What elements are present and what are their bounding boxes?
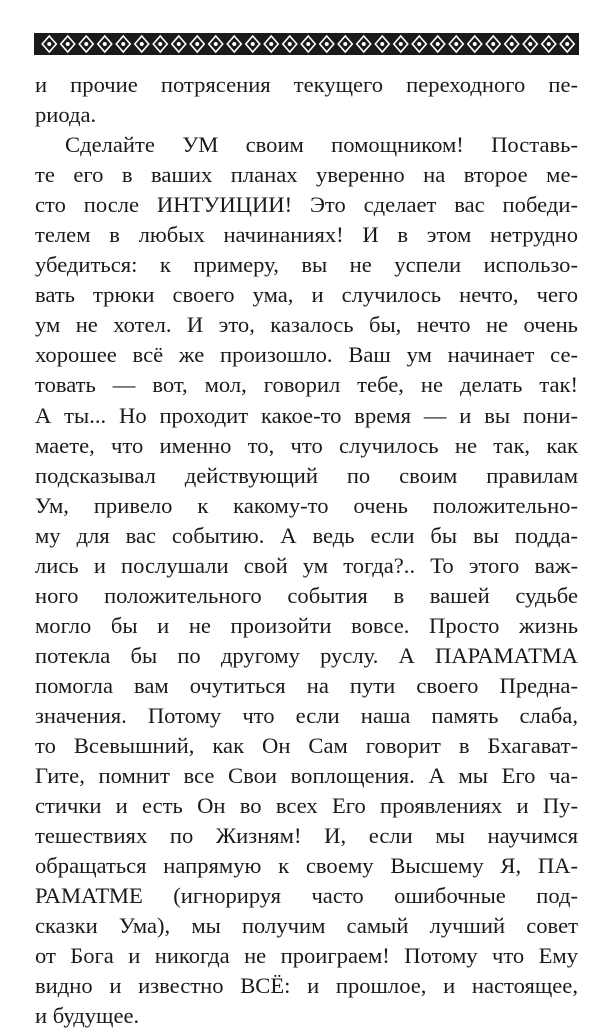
text-line: хорошее всё же произошло. Ваш ум начинает се-	[35, 342, 578, 368]
ornament-dot	[140, 42, 144, 46]
text-line: риода.	[35, 102, 97, 128]
text-line: РАМАТМЕ (игнорируя часто ошибочные под-	[35, 883, 578, 909]
text-line: подсказывал действующий по своим правилам	[35, 462, 578, 488]
ornament-dot	[528, 42, 532, 46]
ornament-dot	[380, 42, 384, 46]
text-line: от Бога и никогда не проиграем! Потому что Ему	[35, 943, 578, 969]
text-line: и прочие потрясения текущего переходного пе-	[35, 72, 578, 97]
text-line: могло бы и не произойти вовсе. Просто жизнь	[35, 612, 578, 638]
ornament-dot	[232, 42, 236, 46]
document-body	[35, 70, 578, 1032]
text-line: обращаться напрямую к своему Высшему Я, ПА-	[35, 853, 578, 879]
ornament-dot	[288, 42, 292, 46]
text-line: лись и послушали свой ум тогда?.. То этого важ-	[35, 552, 578, 578]
ornament-dot	[195, 42, 199, 46]
ornament-dot	[399, 42, 403, 46]
text-line: Ум, привело к какому-то очень положительно-	[35, 492, 578, 518]
text-line: товать — вот, мол, говорил тебе, не делать так!	[35, 372, 578, 398]
ornament-dot	[158, 42, 162, 46]
text-line: Гите, помнит все Свои воплощения. А мы Его ча-	[35, 763, 578, 789]
text-line: потекла бы по другому руслу. А ПАРАМАТМА	[35, 642, 578, 668]
ornament-dot	[436, 42, 440, 46]
ornament-dot	[454, 42, 458, 46]
text-line: те его в ваших планах уверенно на второе ме-	[35, 162, 578, 188]
text-line: ум не хотел. И это, казалось бы, нечто не очень	[35, 312, 578, 338]
text-line: ного положительного события в вашей судьбе	[35, 582, 578, 608]
ornament-dot	[547, 42, 551, 46]
ornament-dot	[177, 42, 181, 46]
text-line: значения. Потому что если наша память слаба,	[35, 702, 578, 728]
text-line: убедиться: к примеру, вы не успели использо-	[35, 252, 578, 278]
text-line: сказки Ума), мы получим самый лучший совет	[35, 913, 578, 939]
ornament-dot	[84, 42, 88, 46]
text-line: стички и есть Он во всех Его проявлениях и Пу-	[35, 793, 578, 819]
ornament-dot	[510, 42, 514, 46]
ornament-dot	[362, 42, 366, 46]
ornament-dot	[47, 42, 51, 46]
text-line: сто после ИНТУИЦИИ! Это сделает вас победи-	[35, 192, 578, 218]
ornament-dot	[473, 42, 477, 46]
ornament-dot	[325, 42, 329, 46]
text-line: вать трюки своего ума, и случилось нечто, чего	[35, 282, 578, 308]
text-line: му для вас событию. А ведь если бы вы подда-	[35, 522, 578, 548]
text-line: маете, что именно то, что случилось не так, как	[35, 432, 578, 458]
ornament-dot	[269, 42, 273, 46]
ornament-dot	[343, 42, 347, 46]
ornament-dot	[214, 42, 218, 46]
text-line: телем в любых начинаниях! И в этом нетрудно	[35, 222, 578, 248]
text-line: видно и известно ВСЁ: и прошлое, и настоящее,	[35, 973, 578, 999]
ornament-dot	[565, 42, 569, 46]
text-line: Сделайте УМ своим помощником! Поставь-	[65, 132, 578, 158]
ornament-dot	[66, 42, 70, 46]
decorative-border-ornament	[34, 33, 579, 55]
text-line: А ты... Но проходит какое-то время — и вы пони-	[35, 402, 578, 428]
ornament-dot	[306, 42, 310, 46]
ornament-dot	[251, 42, 255, 46]
ornament-dot	[103, 42, 107, 46]
ornament-dot	[121, 42, 125, 46]
text-line: помогла вам очутиться на пути своего Предна-	[35, 672, 578, 698]
text-line: и будущее.	[35, 1003, 140, 1029]
text-line: тешествиях по Жизням! И, если мы научимся	[35, 823, 578, 849]
ornament-dot	[491, 42, 495, 46]
ornament-dot	[417, 42, 421, 46]
text-line: то Всевышний, как Он Сам говорит в Бхагават-	[35, 733, 578, 759]
